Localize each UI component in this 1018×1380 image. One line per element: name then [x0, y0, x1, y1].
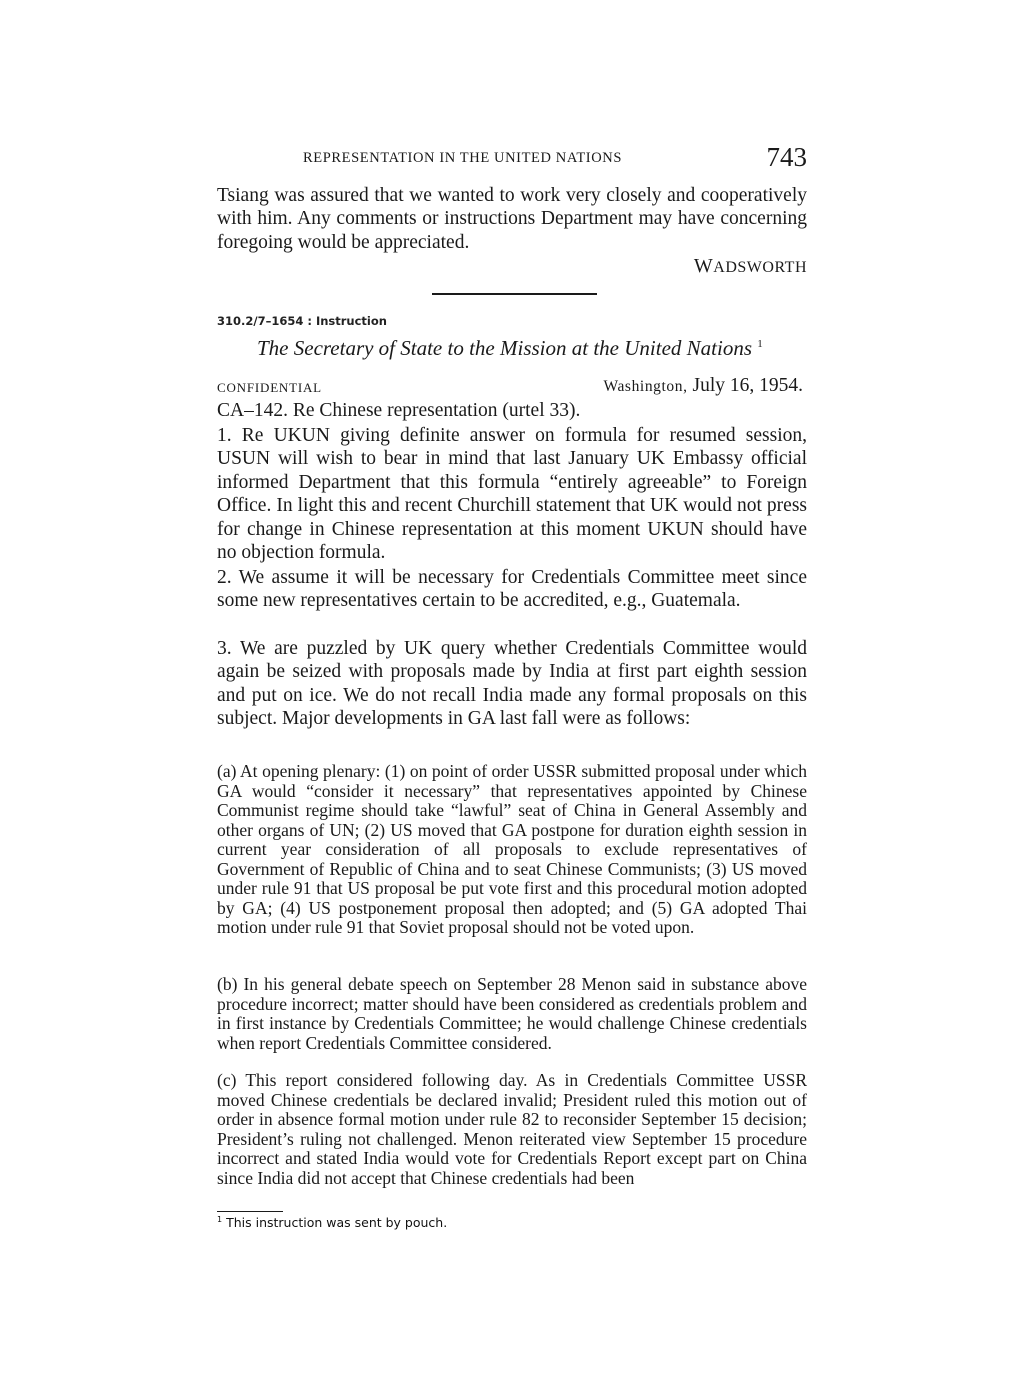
paragraph-2: 2. We assume it will be necessary for Credentials Committee meet since some new representatives certain to be accredited, e.g., Guatemala.	[217, 567, 807, 612]
signature	[694, 255, 807, 278]
subparagraph-a: (a) At opening plenary: (1) on point of order USSR submitted proposal under which GA would “consider it necessary” that representatives appointed by Chinese Communist regime should take “lawful” seat of China in General Assembly and other organs of UN; (2) US moved that GA postpone for duration eighth session in current year consideration of all proposals to exclude representatives of Government of Republic of China and to seat Chinese Communists; (3) US moved under rule 91 that US proposal be put vote first and this procedural motion adopted by GA; (4) US postponement proposal then adopted; and (5) GA adopted Thai motion under rule 91 that Soviet proposal should not be voted upon.	[217, 761, 807, 937]
page-number: 743	[766, 142, 807, 172]
document-title-text: The Secretary of State to the Mission at the United Nations	[257, 336, 752, 360]
subparagraph-c: (c) This report considered following day. As in Credentials Committee USSR moved Chinese credentials be declared invalid; President ruled this motion out of order in absence formal motion under rule 82 to reconsider September 15 decision; President’s ruling not challenged. Menon reiterated view September 15 procedure incorrect and stated India would vote for Credentials Report except part on China since India did not accept that Chinese credentials had been	[217, 1070, 807, 1188]
title-footnote-ref: 1	[757, 338, 763, 350]
footnote	[217, 1215, 447, 1230]
paragraph-3: 3. We are puzzled by UK query whether Credentials Committee would again be seized with proposals made by India at first part eighth session and put on ice. We do not recall India made any formal proposals on this subject. Major developments in GA last fall were as follows:	[217, 638, 807, 730]
signature-initial: W	[693, 255, 714, 277]
section-divider	[432, 293, 597, 295]
document-title	[257, 336, 763, 361]
dateline-place: Washington,	[603, 378, 688, 395]
opening-paragraph: Tsiang was assured that we wanted to work very closely and cooperatively with him. Any comments or instructions Department may have concerning foregoing would be appreciated.	[217, 185, 807, 253]
signature-rest: ADSWORTH	[713, 259, 807, 276]
classification-label: CONFIDENTIAL	[217, 380, 322, 395]
footnote-text: This instruction was sent by pouch.	[226, 1215, 448, 1231]
footnote-marker: 1	[217, 1215, 223, 1224]
running-title: REPRESENTATION IN THE UNITED NATIONS	[303, 150, 623, 166]
reference-line: CA–142. Re Chinese representation (urtel 33).	[217, 400, 581, 421]
subparagraph-b: (b) In his general debate speech on September 28 Menon said in substance above procedure incorrect; matter should have been considered as credentials problem and in first instance by Credentials Committee; he would challenge Chinese credentials when report Credentials Committee considered.	[217, 974, 807, 1053]
dateline	[603, 375, 803, 397]
paragraph-1: 1. Re UKUN giving definite answer on formula for resumed session, USUN will wish to bear in mind that last January UK Embassy official informed Department that this formula “entirely agreeable” to Foreign Office. In light this and recent Churchill statement that UK would not press for change in Chinese representation at this moment UKUN should have no objection formula.	[217, 425, 807, 564]
dateline-date: July 16, 1954.	[692, 375, 803, 396]
footnote-divider	[217, 1211, 283, 1212]
file-number: 310.2/7–1654 : Instruction	[217, 314, 387, 328]
running-head	[217, 142, 807, 178]
